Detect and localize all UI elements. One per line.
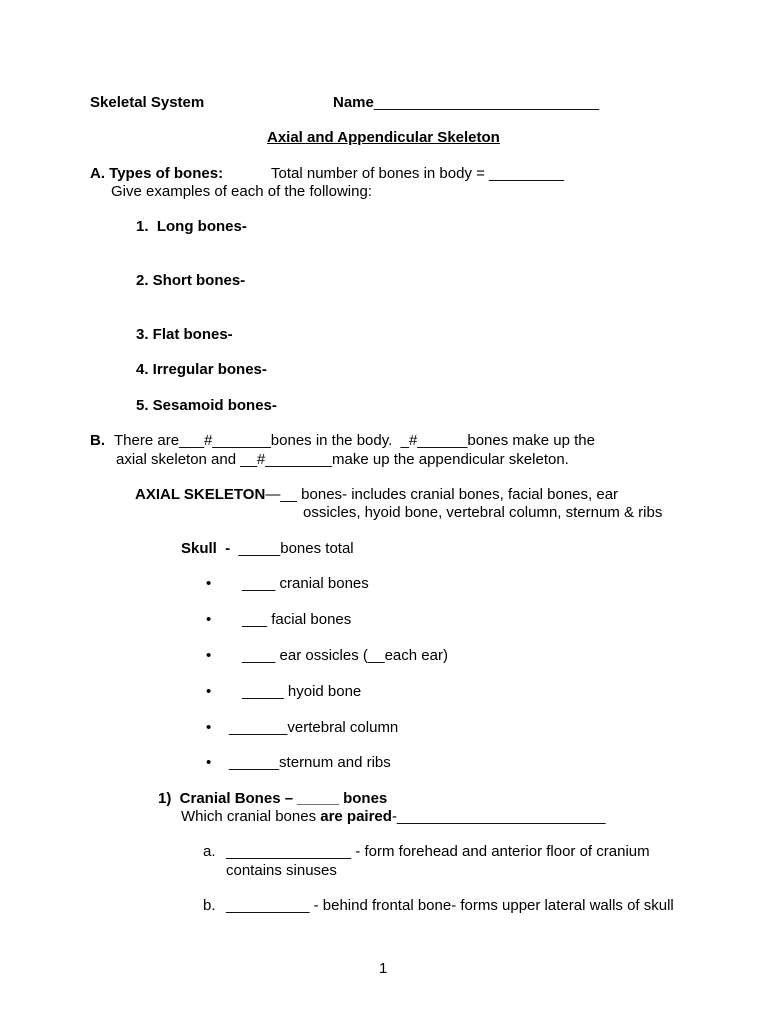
list-item: ______sternum and ribs — [229, 754, 391, 771]
cranial-question — [181, 808, 606, 825]
cranial-item-line1: _______________ - form forehead and anterior floor of cranium — [226, 843, 650, 860]
cranial-question-pre: Which cranial bones — [181, 808, 321, 825]
list-item: 5. Sesamoid bones- — [136, 397, 277, 414]
list-item: _____ hyoid bone — [242, 683, 362, 700]
skull-label: Skull - — [181, 540, 231, 557]
cranial-question-bold: are paired — [320, 808, 392, 825]
section-b-label: B. — [90, 432, 105, 449]
list-item: ____ ear ossicles (__each ear) — [242, 647, 448, 664]
axial-line1 — [135, 486, 618, 503]
bullet-icon: • — [206, 683, 212, 700]
list-item: ___ facial bones — [242, 611, 352, 628]
axial-label: AXIAL SKELETON — [135, 486, 266, 503]
item-marker: a. — [203, 843, 216, 860]
list-item: 3. Flat bones- — [136, 326, 233, 343]
bullet-icon: • — [206, 611, 212, 628]
axial-text: —__ bones- includes cranial bones, facial bones, ear — [265, 486, 619, 503]
skull-line — [181, 540, 354, 557]
page-title: Axial and Appendicular Skeleton — [267, 129, 500, 146]
cranial-question-blank: -_________________________ — [391, 808, 606, 825]
bullet-icon: • — [206, 754, 212, 771]
cranial-item-line1: __________ - behind frontal bone- forms upper lateral walls of skull — [226, 897, 674, 914]
cranial-item-line2: contains sinuses — [226, 862, 337, 879]
list-item: 2. Short bones- — [136, 272, 246, 289]
list-item: 4. Irregular bones- — [136, 361, 267, 378]
list-item: 1. Long bones- — [136, 218, 247, 235]
section-b-line1: There are___#_______bones in the body. _#______bones make up the — [114, 432, 595, 449]
section-b-line2: axial skeleton and __#________make up the appendicular skeleton. — [116, 451, 569, 468]
item-marker: b. — [203, 897, 216, 914]
cranial-heading: 1) Cranial Bones – _____ bones — [158, 790, 388, 807]
name-line[interactable] — [333, 94, 599, 111]
bullet-icon: • — [206, 719, 212, 736]
total-bones-line: Total number of bones in body = _________ — [271, 165, 565, 182]
section-a-instruction: Give examples of each of the following: — [111, 183, 372, 200]
list-item: ____ cranial bones — [242, 575, 369, 592]
bullet-icon: • — [206, 647, 212, 664]
page-number: 1 — [379, 960, 388, 977]
section-a-label: A. Types of bones: — [90, 165, 224, 182]
bullet-icon: • — [206, 575, 212, 592]
skull-total: _____bones total — [238, 540, 354, 557]
name-label: Name — [333, 94, 374, 111]
list-item: _______vertebral column — [229, 719, 399, 736]
name-blank: ___________________________ — [373, 94, 600, 111]
doc-subject: Skeletal System — [90, 94, 205, 111]
axial-line2: ossicles, hyoid bone, vertebral column, sternum & ribs — [303, 504, 663, 521]
